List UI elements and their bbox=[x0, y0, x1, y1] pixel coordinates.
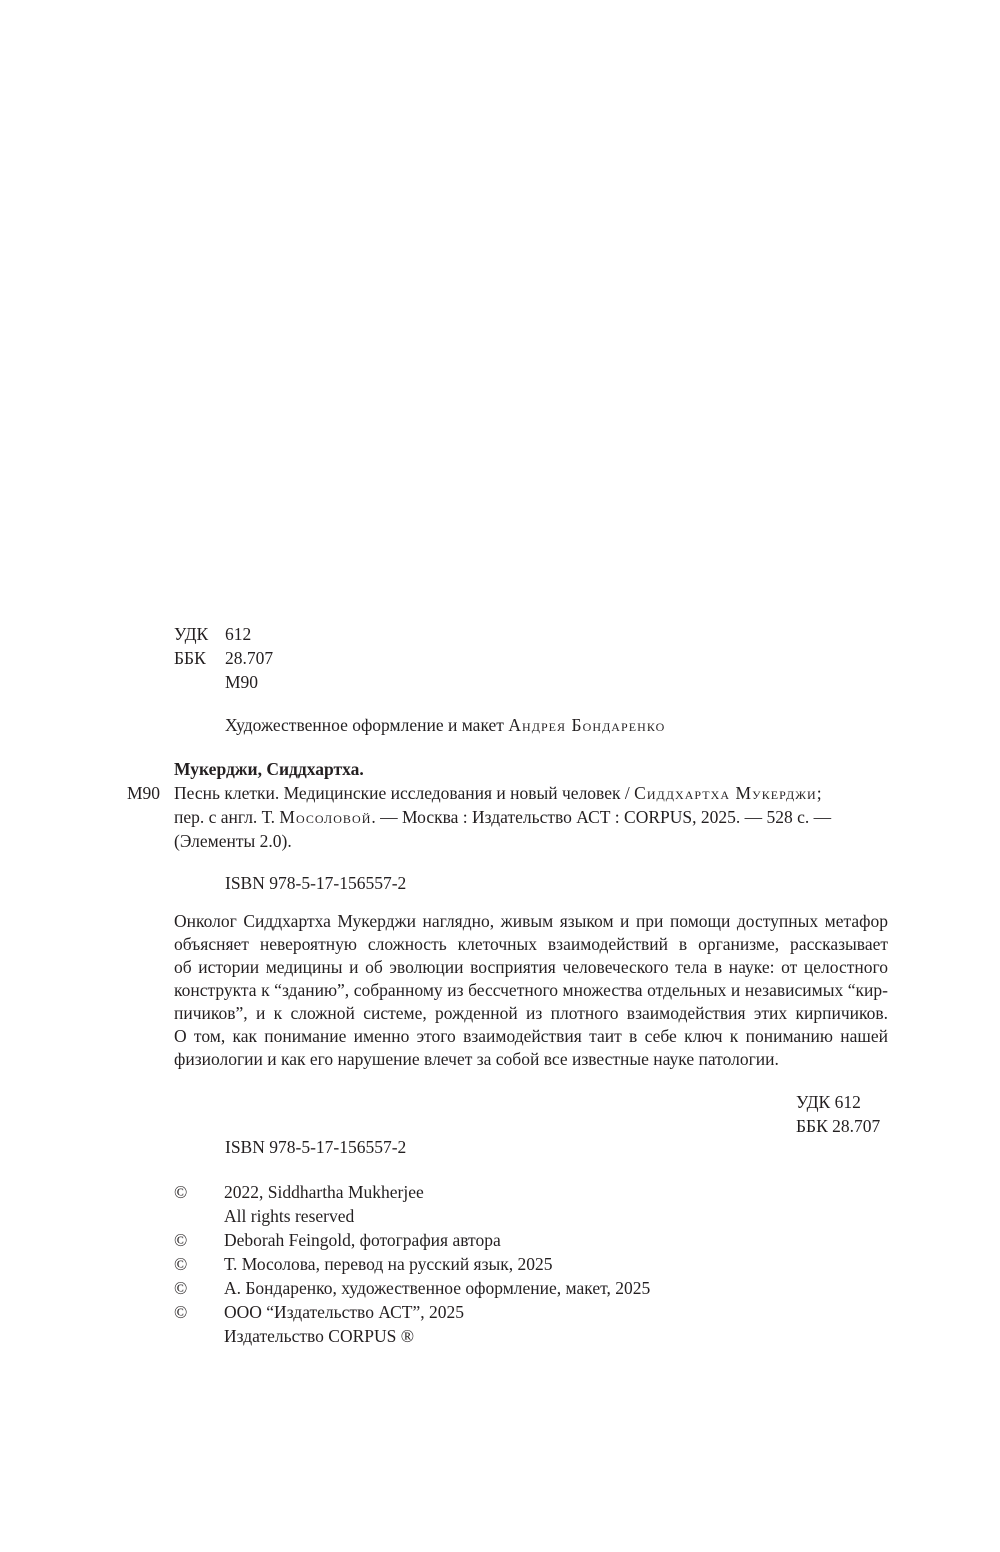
udk-label: УДК bbox=[174, 624, 209, 644]
footer-udk: УДК 612 bbox=[796, 1092, 861, 1112]
bib-translator: Мосоловой bbox=[279, 807, 372, 827]
bbk-line bbox=[174, 647, 273, 670]
bbk-label: ББК bbox=[174, 648, 206, 668]
copyright-text: А. Бондаренко, художественное оформление, макет, 2025 bbox=[224, 1278, 651, 1298]
udk-value: 612 bbox=[225, 624, 252, 644]
bib-heading: Мукерджи, Сиддхартха. bbox=[174, 759, 364, 779]
copyright-text: ООО “Издательство АСТ”, 2025 bbox=[224, 1302, 464, 1322]
author-mark: М90 bbox=[225, 672, 259, 692]
copyright-text: Deborah Feingold, фотография автора bbox=[224, 1230, 501, 1250]
bib-line-2 bbox=[174, 806, 831, 829]
annotation-line: конструкта к “зданию”, собранному из бессчетного множества отдельных и независимых “кир- bbox=[174, 980, 888, 1000]
annotation-text bbox=[174, 910, 888, 1071]
bib-series: (Элементы 2.0). bbox=[174, 831, 292, 851]
design-credit-name: Андрея Бондаренко bbox=[508, 715, 666, 735]
annotation-line: физиологии и как его нарушение влечет за собой все известные науке патологии. bbox=[174, 1049, 779, 1069]
udk-line bbox=[174, 623, 251, 646]
bib-title: Песнь клетки. Медицинские исследования и новый человек / bbox=[174, 783, 635, 803]
bbk-value: 28.707 bbox=[225, 648, 274, 668]
bib-author: Сиддхартха Мукерджи bbox=[634, 783, 817, 803]
footer-bbk: ББК 28.707 bbox=[796, 1116, 881, 1136]
copyright-text: 2022, Siddhartha Mukherjee bbox=[224, 1182, 424, 1202]
isbn-top: ISBN 978-5-17-156557-2 bbox=[225, 873, 407, 893]
annotation-line: объясняет невероятную сложность клеточных взаимодействий в организме, рассказывает bbox=[174, 934, 888, 954]
copyright-text: Т. Мосолова, перевод на русский язык, 2025 bbox=[224, 1254, 553, 1274]
design-credit bbox=[225, 714, 665, 737]
copyright-symbol: © bbox=[174, 1230, 188, 1250]
copyright-text: All rights reserved bbox=[224, 1206, 355, 1226]
annotation-line: О том, как понимание именно этого взаимодействия таит в себе ключ к пониманию нашей bbox=[174, 1026, 888, 1046]
annotation-line: пичиков”, и к сложной системе, рожденной из плотного взаимодействия этих кирпичиков. bbox=[174, 1003, 888, 1023]
copyright-symbol: © bbox=[174, 1254, 188, 1274]
copyright-symbol: © bbox=[174, 1302, 188, 1322]
copyright-symbol: © bbox=[174, 1182, 188, 1202]
bib-line-1 bbox=[174, 782, 822, 805]
copyright-symbol: © bbox=[174, 1278, 188, 1298]
design-credit-prefix: Художественное оформление и макет bbox=[225, 715, 509, 735]
bib-line1-end: ; bbox=[816, 783, 822, 803]
copyright-text: Издательство CORPUS ® bbox=[224, 1326, 415, 1346]
bib-mark: М90 bbox=[127, 783, 161, 803]
annotation-line: Онколог Сиддхартха Мукерджи наглядно, живым языком и при помощи доступных метафор bbox=[174, 911, 888, 931]
isbn-bottom: ISBN 978-5-17-156557-2 bbox=[225, 1137, 407, 1157]
annotation-line: об истории медицины и об эволюции восприятия человеческого тела в науке: от целостного bbox=[174, 957, 888, 977]
bib-translation-prefix: пер. с англ. Т. bbox=[174, 807, 280, 827]
bib-publisher: . — Москва : Издательство АСТ : CORPUS, 2025. — 528 с. — bbox=[371, 807, 832, 827]
